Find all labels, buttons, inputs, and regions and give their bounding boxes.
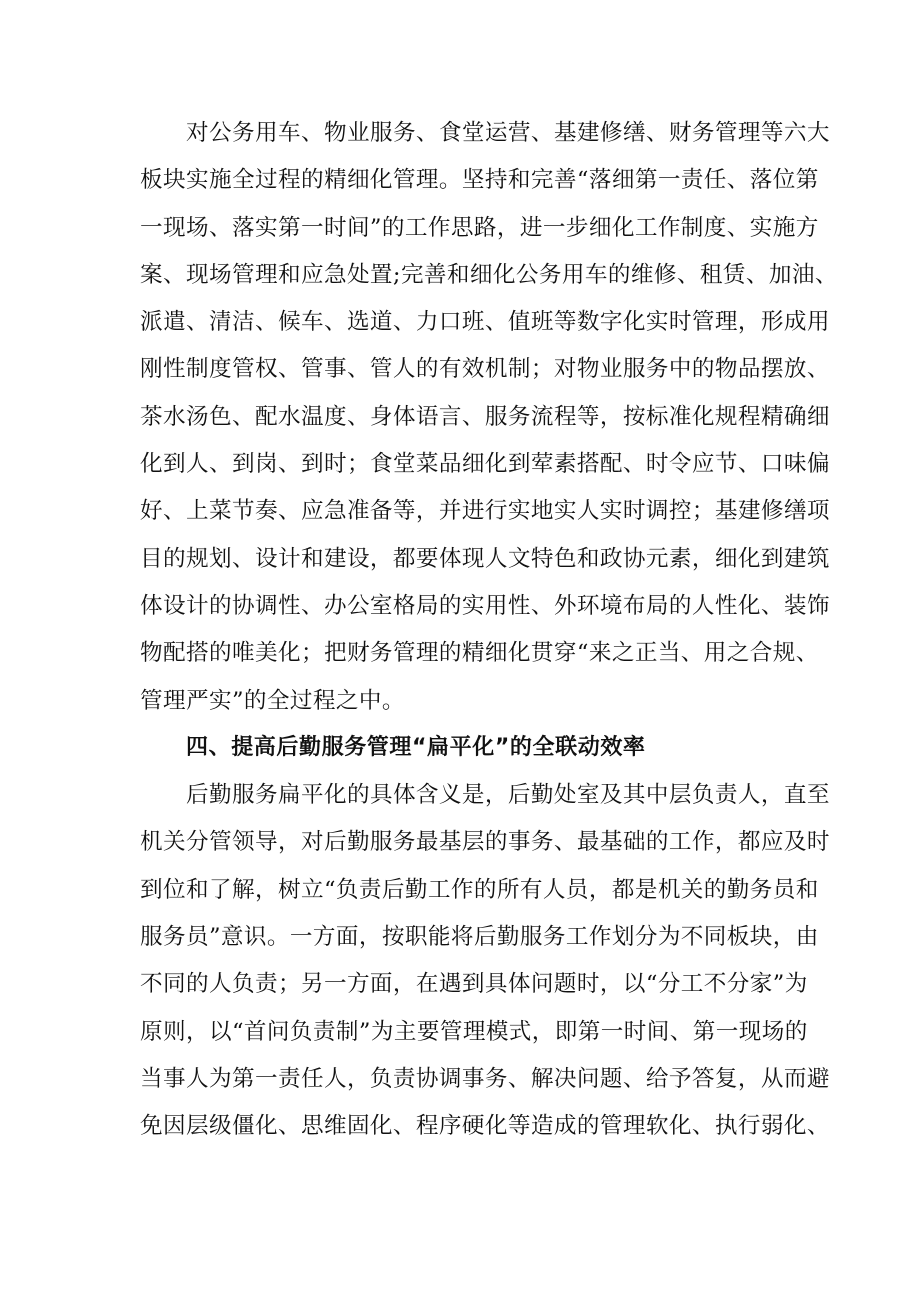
paragraph-line: 一现场、落实第一时间”的工作思路，进一步细化工作制度、实施方 [140, 214, 819, 241]
paragraph-line: 目的规划、设计和建设，都要体现人文特色和政协元素，细化到建筑 [140, 545, 830, 572]
paragraph-line: 到位和了解，树立“负责后勤工作的所有人员，都是机关的勤务员和 [140, 876, 819, 903]
paragraph-line: 服务员”意识。一方面，按职能将后勤服务工作划分为不同板块，由 [140, 924, 819, 951]
paragraph-line: 对公务用车、物业服务、食堂运营、基建修缮、财务管理等六大 [186, 120, 830, 146]
paragraph-line: 免因层级僵化、思维固化、程序硬化等造成的管理软化、执行弱化、 [140, 1113, 830, 1140]
paragraph-line: 体设计的协调性、办公室格局的实用性、外环境布局的人性化、装饰 [140, 592, 830, 619]
paragraph-line: 刚性制度管权、管事、管人的有效机制；对物业服务中的物品摆放、 [140, 356, 830, 383]
section-heading: 四、提高后勤服务管理“扁平化”的全联动效率 [186, 734, 646, 760]
paragraph-line: 案、现场管理和应急处置;完善和细化公务用车的维修、租赁、加油、 [140, 261, 838, 288]
paragraph-line: 管理严实”的全过程之中。 [140, 687, 405, 714]
paragraph-line: 当事人为第一责任人，负责协调事务、解决问题、给予答复，从而避 [140, 1065, 830, 1092]
paragraph-line: 后勤服务扁平化的具体含义是，后勤处室及其中层负责人，直至 [186, 782, 830, 809]
paragraph-line: 机关分管领导，对后勤服务最基层的事务、最基础的工作，都应及时 [140, 829, 830, 856]
paragraph-line: 不同的人负责；另一方面，在遇到具体问题时，以“分工不分家”为 [140, 971, 808, 998]
paragraph-line: 物配搭的唯美化；把财务管理的精细化贯穿“来之正当、用之合规、 [140, 640, 819, 667]
paragraph-line: 派遣、清洁、候车、选道、力口班、值班等数字化实时管理，形成用 [140, 309, 830, 336]
paragraph-line: 原则，以“首问负责制”为主要管理模式，即第一时间、第一现场的 [140, 1018, 808, 1045]
paragraph-line: 板块实施全过程的精细化管理。坚持和完善“落细第一责任、落位第 [140, 167, 819, 194]
paragraph-line: 茶水汤色、配水温度、身体语言、服务流程等，按标准化规程精确细 [140, 403, 830, 430]
paragraph-line: 化到人、到岗、到时；食堂菜品细化到荤素搭配、时令应节、口味偏 [140, 451, 830, 478]
paragraph-line: 好、上菜节奏、应急准备等，并进行实地实人实时调控；基建修缮项 [140, 498, 830, 525]
document-body [140, 113, 838, 1154]
